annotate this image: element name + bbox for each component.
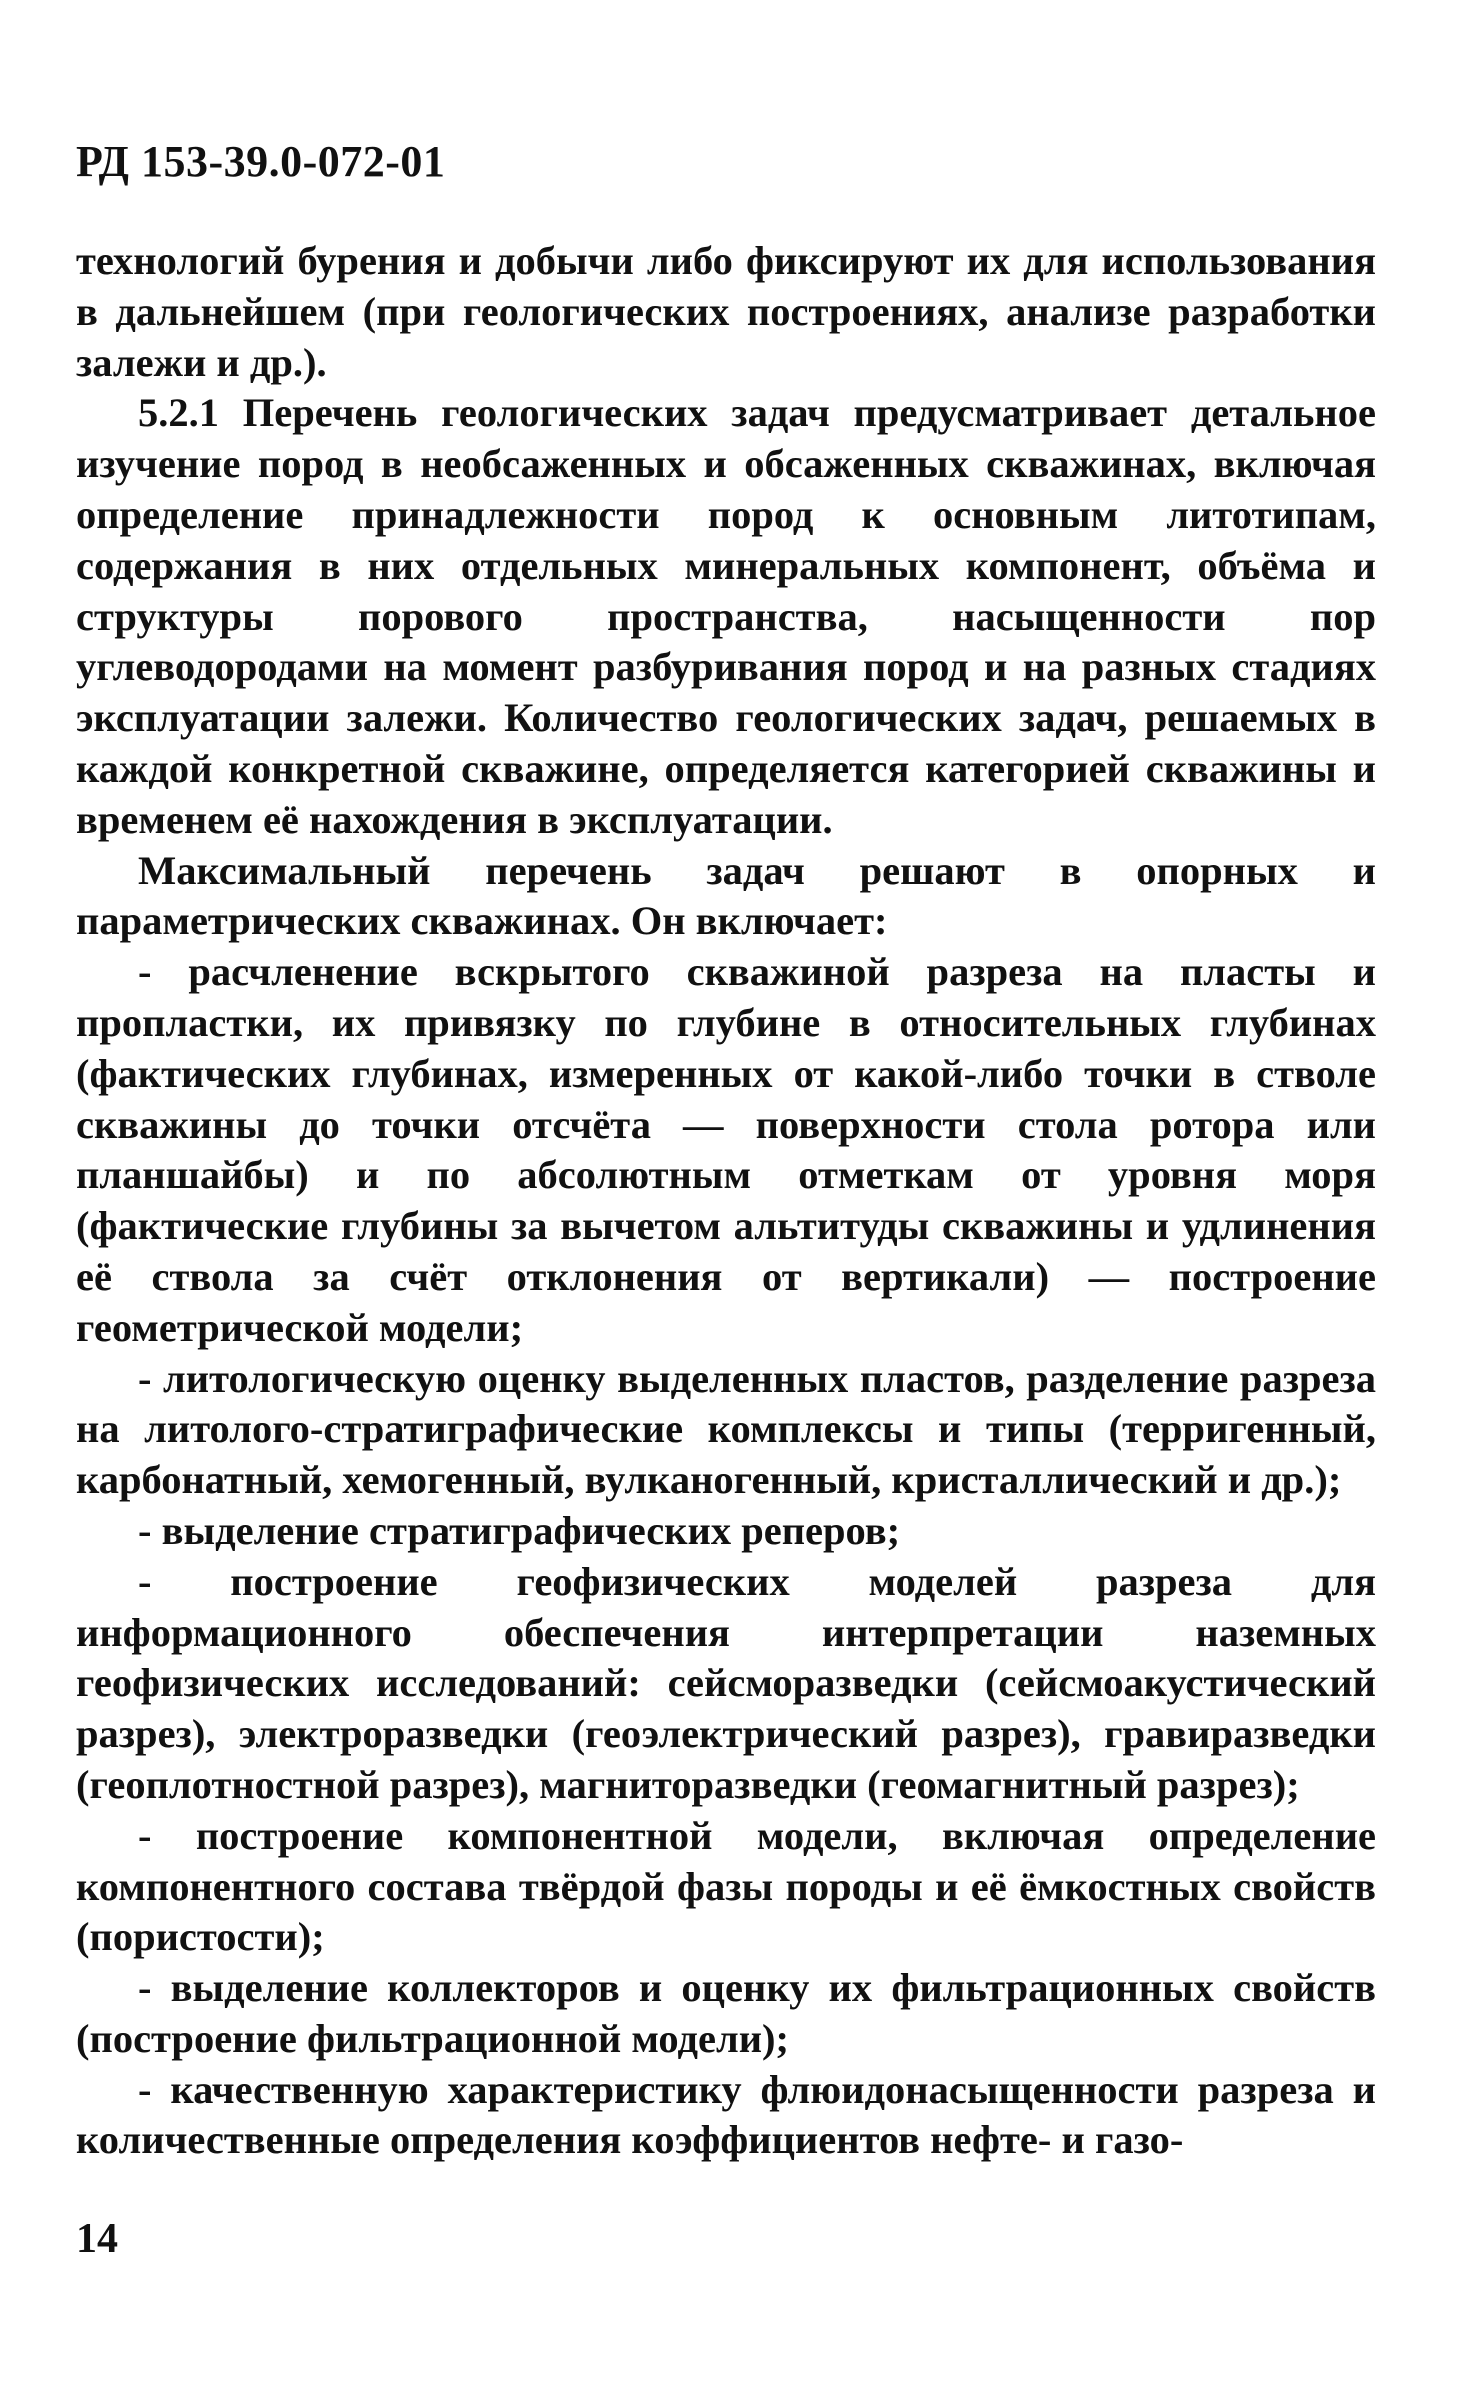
document-code-header: РД 153-39.0-072-01 [76,137,446,186]
page-number: 14 [76,2216,118,2262]
list-item-lithological-assessment: - литологическую оценку выделенных пластов, разделение разреза на литолого-стратиграфические комплексы и типы (терригенный, карбонатный, хемогенный, вулканогенный, кристаллический и др.); [76,1355,1376,1503]
list-item-stratigraphic-markers: - выделение стратиграфических реперов; [138,1507,901,1553]
list-item-fluid-saturation: - качественную характеристику флюидонасыщенности разреза и количественные определения коэффициентов нефте- и газо- [76,2066,1376,2163]
paragraph-max-task-list: Максимальный перечень задач решают в опорных и параметрических скважинах. Он включает: [76,847,1376,944]
paragraph-section-5-2-1: 5.2.1 Перечень геологических задач предусматривает детальное изучение пород в необсаженных и обсаженных скважинах, включая определение принадлежности пород к основным литотипам, содержания в них отдельных минеральных компонент, объёма и структуры порового пространства, насыщенности пор углеводородами на момент разбуривания пород и на разных стадиях эксплуатации залежи. Количество геологических задач, решаемых в каждой конкретной скважине, определяется категорией скважины и временем её нахождения в эксплуатации. [76,390,1376,842]
list-item-reservoir-filtration: - выделение коллекторов и оценку их фильтрационных свойств (построение фильтрационной модели); [76,1965,1376,2061]
paragraph-continuation: технологий бурения и добычи либо фиксируют их для использования в дальнейшем (при геологических построениях, анализе разработки залежи и др.). [76,238,1376,385]
list-item-geometric-model: - расчленение вскрытого скважиной разреза на пласты и пропластки, их привязку по глубине в относительных глубинах (фактических глубинах, измеренных от какой-либо точки в стволе скважины до точки отсчёта — поверхности стола ротора или планшайбы) и по абсолютным отметкам от уровня моря (фактические глубины за вычетом альтитуды скважины и удлинения её ствола за счёт отклонения от вертикали) — построение геометрической модели; [76,949,1376,1350]
body-text [76,236,1376,2166]
list-item-component-model: - построение компонентной модели, включая определение компонентного состава твёрдой фазы породы и её ёмкостных свойств (пористости); [76,1812,1376,1960]
list-item-geophysical-models: - построение геофизических моделей разреза для информационного обеспечения интерпретации наземных геофизических исследований: сейсморазведки (сейсмоакустический разрез), электроразведки (геоэлектрический разрез), гравиразведки (геоплотностной разрез), магниторазведки (геомагнитный разрез); [76,1558,1376,1807]
